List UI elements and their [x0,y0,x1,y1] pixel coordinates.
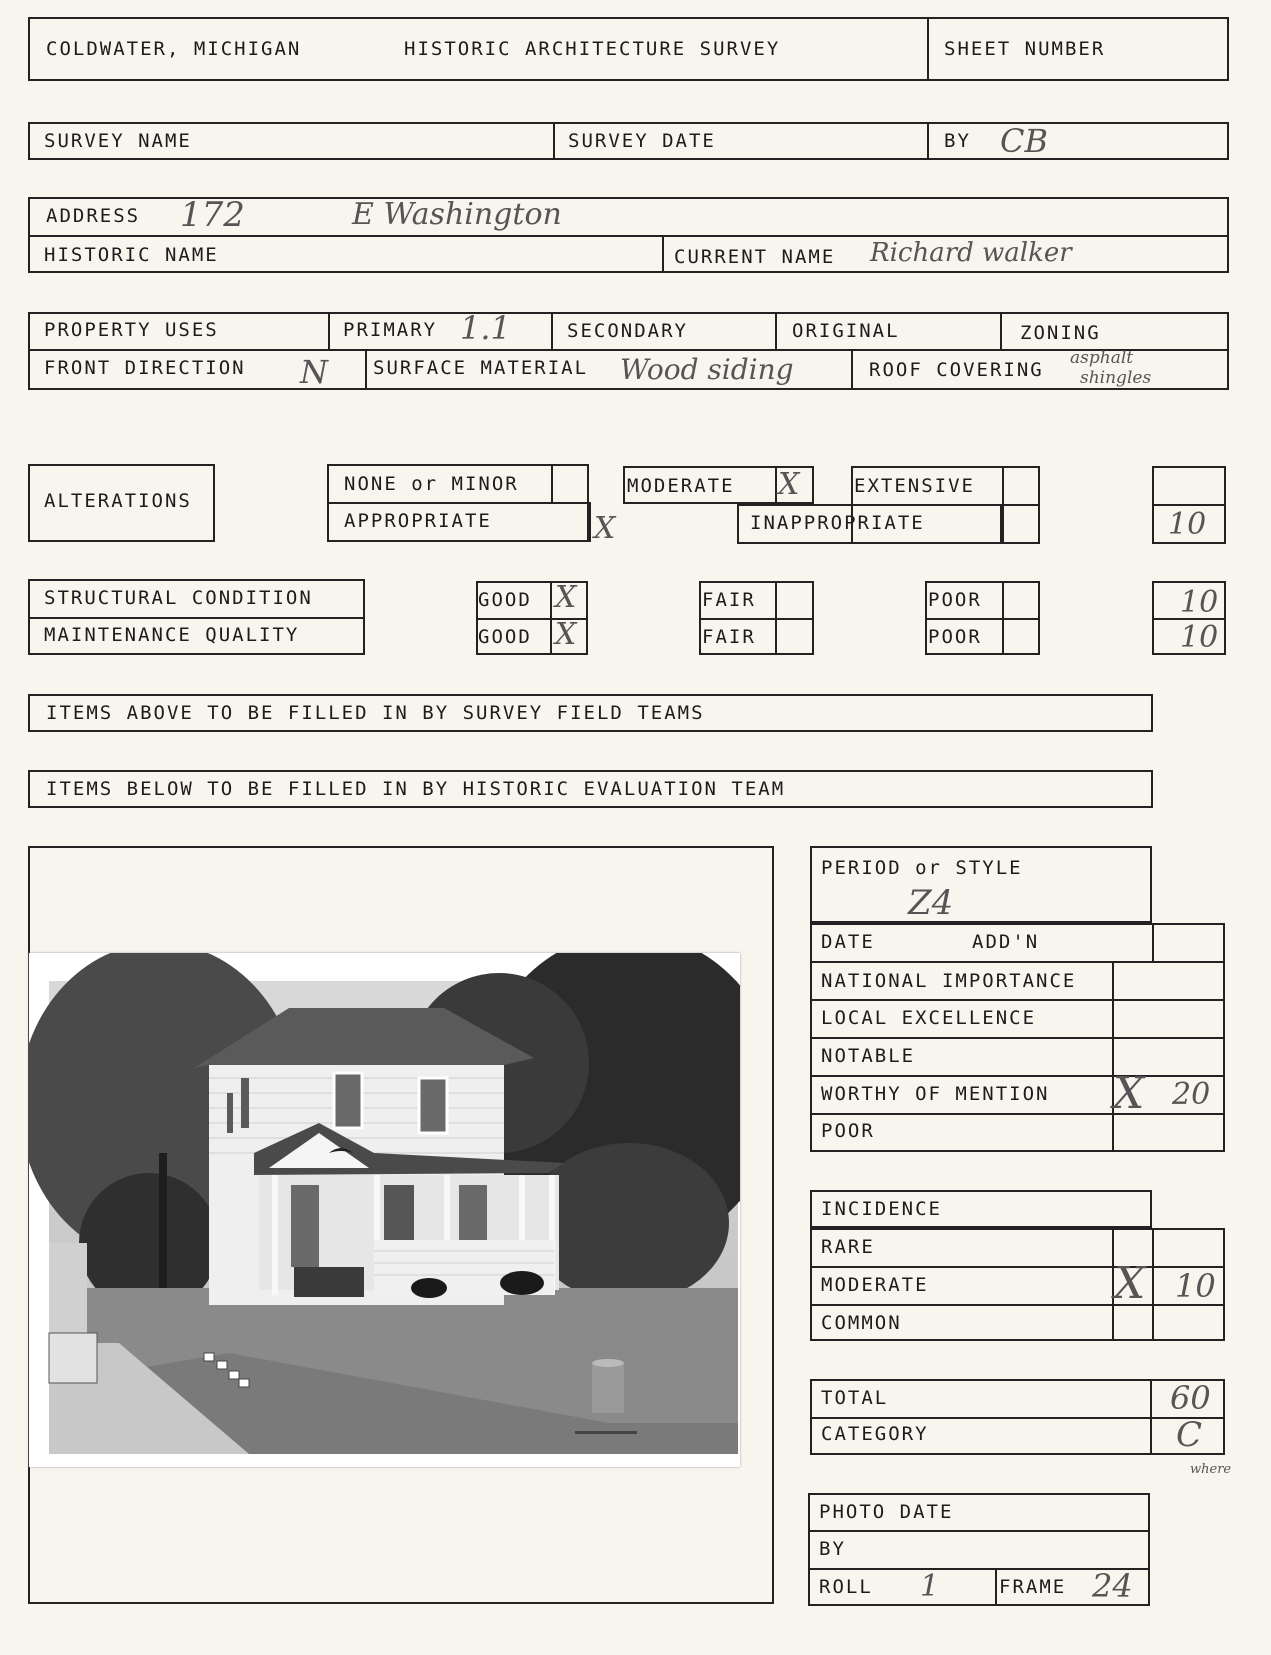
common-label: COMMON [821,1312,902,1334]
photo-info-div-1 [808,1530,1150,1532]
addn-label: ADD'N [972,931,1040,953]
original-label: ORIGINAL [792,320,900,342]
national-importance-label: NATIONAL IMPORTANCE [821,970,1077,992]
property-uses-label: PROPERTY USES [44,319,219,341]
worthy-mark: X [1113,1068,1145,1119]
eval-div-2 [810,999,1225,1001]
alterations-score-divider [1152,504,1226,506]
current-name-label: CURRENT NAME [674,246,836,268]
fair-checkcol [775,581,777,655]
period-value: Z4 [908,883,954,923]
inc-div-2 [810,1304,1225,1306]
date-label: DATE [821,931,875,953]
totals-col [1150,1379,1152,1455]
survey-date-label: SURVEY DATE [568,130,716,152]
property-div-4 [1000,312,1002,349]
evaluation-poor-label: POOR [821,1120,875,1142]
category-label: CATEGORY [821,1423,929,1445]
secondary-label: SECONDARY [567,320,688,342]
eval-div-3 [810,1037,1225,1039]
category-note: where [1190,1462,1232,1477]
front-direction-label: FRONT DIRECTION [44,357,246,379]
roof-covering-value-2: shingles [1080,368,1152,388]
address-col-divider [662,235,664,273]
appropriate-checkcol [589,502,591,542]
incidence-label: INCIDENCE [821,1198,942,1220]
photo-info-col [995,1568,997,1606]
roll-value: 1 [920,1569,940,1604]
good-checkcol [550,581,552,655]
eval-div-5 [810,1113,1225,1115]
total-value: 60 [1170,1379,1211,1417]
moderate-checkcol [775,466,777,504]
header-divider [927,17,929,81]
address-number: 172 [180,195,245,235]
survey-title: HISTORIC ARCHITECTURE SURVEY [404,38,781,60]
alterations-score: 10 [1168,507,1207,542]
worthy-score: 20 [1172,1077,1211,1112]
surface-material-label: SURFACE MATERIAL [373,357,589,379]
property-div-2 [551,312,553,349]
total-label: TOTAL [821,1387,889,1409]
extensive-label: EXTENSIVE [854,475,975,497]
primary-value: 1.1 [460,309,511,347]
surface-material-value: Wood siding [620,353,794,386]
zoning-label: ZONING [1020,322,1101,344]
inappropriate-label: INAPPROPRIATE [750,512,925,534]
period-label: PERIOD or STYLE [821,857,1023,879]
maintenance-good-label: GOOD [478,626,532,648]
front-direction-value: N [300,353,328,391]
category-value: C [1176,1415,1203,1455]
roof-covering-label: ROOF COVERING [869,359,1044,381]
appropriate-mark: X [594,511,616,546]
survey-by-label: BY [944,130,971,152]
city-label: COLDWATER, MICHIGAN [46,38,302,60]
local-excellence-label: LOCAL EXCELLENCE [821,1007,1037,1029]
address-row-divider [28,235,1229,237]
address-street: E Washington [352,197,562,232]
incidence-mark: X [1114,1258,1146,1309]
structural-poor-label: POOR [928,589,982,611]
eval-div-4 [810,1075,1225,1077]
inc-div-1 [810,1266,1225,1268]
fair-divider [699,618,814,620]
historic-name-label: HISTORIC NAME [44,244,219,266]
worthy-of-mention-label: WORTHY OF MENTION [821,1083,1050,1105]
roll-label: ROLL [819,1576,873,1598]
incidence-moderate-label: MODERATE [821,1274,929,1296]
moderate-label: MODERATE [627,475,735,497]
primary-label: PRIMARY [343,319,438,341]
notable-label: NOTABLE [821,1045,916,1067]
survey-by-value: CB [1000,122,1048,160]
inc-col-2 [1152,1228,1154,1341]
structural-good-mark: X [555,580,577,615]
survey-divider-2 [927,122,929,160]
rare-label: RARE [821,1236,875,1258]
poor-checkcol [1002,581,1004,655]
photo-date-label: PHOTO DATE [819,1501,954,1523]
property-row-divider [28,349,1229,351]
property-div-3 [775,312,777,349]
items-above-text: ITEMS ABOVE TO BE FILLED IN BY SURVEY FIELD TEAMS [46,702,705,724]
house-photograph [29,953,740,1467]
appropriate-label: APPROPRIATE [344,510,492,532]
property-div-5 [365,349,367,390]
structural-good-label: GOOD [478,589,532,611]
maintenance-poor-label: POOR [928,626,982,648]
roof-covering-value-1: asphalt [1070,348,1134,368]
none-minor-divider [327,502,589,504]
none-minor-checkcol [551,464,553,502]
maintenance-fair-label: FAIR [702,626,756,648]
totals-divider [810,1417,1225,1419]
property-div-6 [851,349,853,390]
structural-fair-label: FAIR [702,589,756,611]
items-below-text: ITEMS BELOW TO BE FILLED IN BY HISTORIC EVALUATION TEAM [46,778,786,800]
poor-divider [925,618,1040,620]
photo-by-label: BY [819,1538,846,1560]
sheet-number-label: SHEET NUMBER [944,38,1106,60]
structural-condition-label: STRUCTURAL CONDITION [44,587,313,609]
extensive-checkcol [1002,466,1004,544]
eval-div-1 [810,961,1225,963]
address-label: ADDRESS [46,205,141,227]
survey-divider-1 [553,122,555,160]
alterations-label: ALTERATIONS [44,490,192,512]
maintenance-quality-label: MAINTENANCE QUALITY [44,624,300,646]
eval-col-1 [1112,961,1114,1152]
survey-name-label: SURVEY NAME [44,130,192,152]
house-photo-svg [29,953,740,1467]
eval-col-2 [1152,923,1154,961]
moderate-mark: X [778,467,800,502]
frame-label: FRAME [999,1576,1067,1598]
frame-value: 24 [1092,1567,1133,1605]
none-minor-label: NONE or MINOR [344,473,519,495]
maintenance-good-mark: X [555,617,577,652]
structural-score: 10 [1180,585,1219,620]
current-name-value: Richard walker [870,238,1072,268]
maintenance-score: 10 [1180,620,1219,655]
incidence-score: 10 [1175,1267,1216,1305]
condition-labels-divider [28,617,365,619]
property-div-1 [328,312,330,349]
